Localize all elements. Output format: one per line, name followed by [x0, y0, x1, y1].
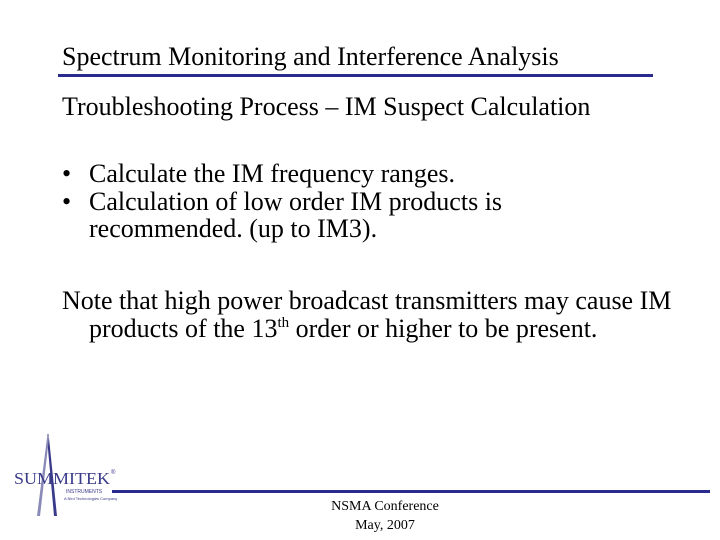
- summitek-logo: [10, 432, 122, 534]
- bullet-text: Calculation of low order IM products is recommended. (up to IM3).: [89, 187, 503, 243]
- note-superscript: th: [277, 315, 290, 331]
- bullet-text: Calculate the IM frequency ranges.: [89, 159, 456, 188]
- bullet-item: [62, 188, 662, 242]
- note-text-after: order or higher to be present.: [289, 314, 598, 343]
- logo-wordmark: SUMMITEK: [14, 469, 111, 488]
- logo-subtext: INSTRUMENTS: [66, 489, 103, 495]
- footer-conference: NSMA Conference: [331, 499, 439, 514]
- slide-subtitle: Troubleshooting Process – IM Suspect Calculation: [62, 92, 591, 121]
- bullet-marker: •: [62, 187, 72, 216]
- footer: [300, 497, 470, 535]
- title-divider: [58, 74, 653, 77]
- footer-date: May, 2007: [355, 518, 415, 533]
- bullet-item: [62, 160, 662, 187]
- bullet-list: [62, 160, 662, 243]
- note-paragraph: [62, 287, 699, 343]
- bullet-marker: •: [62, 159, 72, 188]
- logo-trademark: ®: [111, 470, 116, 476]
- note-text-before: Note that high power broadcast transmitters may cause IM products of the 13: [62, 286, 672, 343]
- footer-divider: [112, 490, 710, 493]
- logo-tagline: A Bird Technologies Company: [64, 496, 118, 501]
- slide-title: Spectrum Monitoring and Interference Analysis: [62, 42, 559, 71]
